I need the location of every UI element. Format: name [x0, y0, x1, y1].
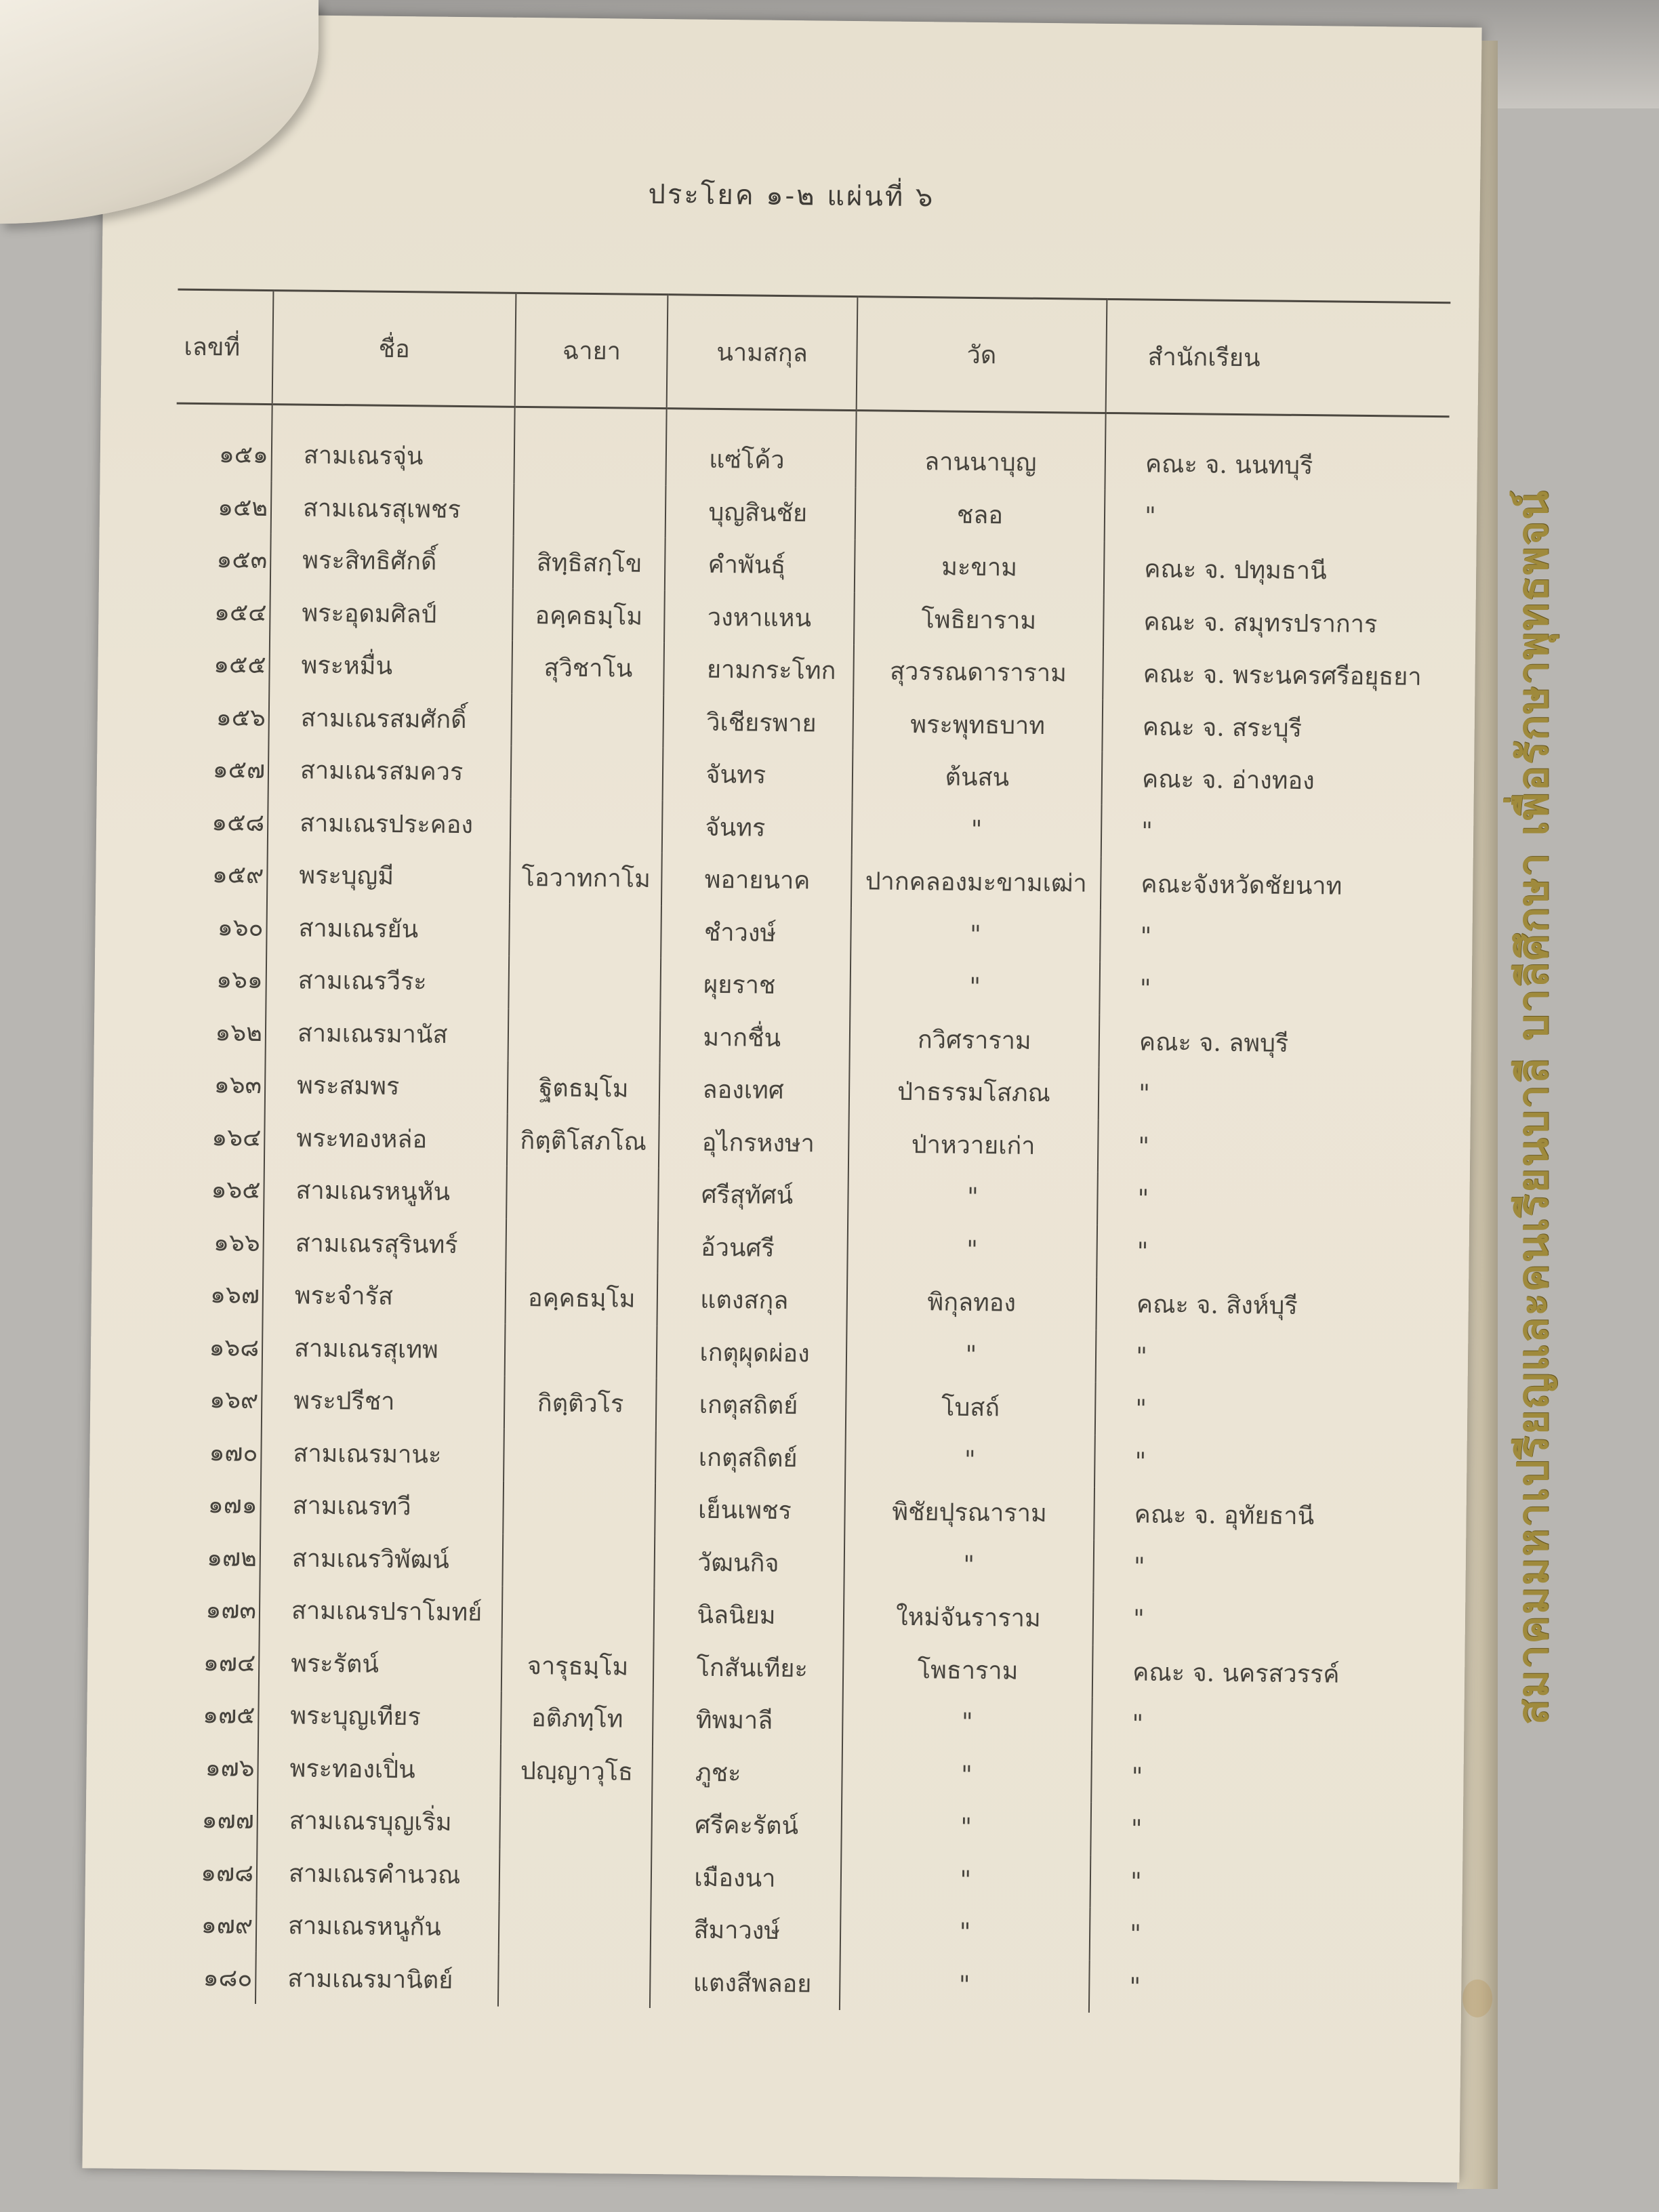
cell-name: สามเณรสุเพชร [271, 481, 514, 536]
cell-alias [514, 483, 666, 537]
cell-school: คณะ จ. นนทบุรี [1105, 413, 1450, 493]
cell-no: ๑๘๐ [203, 1963, 253, 1992]
column-header-name: ชื่อ [272, 291, 516, 407]
cell-name: สามเณรมานัส [266, 1006, 509, 1061]
cell-school: " [1092, 1698, 1436, 1754]
cell-no: ๑๖๖ [213, 1228, 260, 1257]
cell-no: ๑๕๙ [211, 861, 264, 890]
cell-alias: อติภทฺโท [501, 1692, 653, 1746]
cell-no: ๑๗๘ [201, 1858, 254, 1887]
cell-school: " [1097, 1225, 1441, 1281]
cell-alias [498, 1954, 651, 2008]
cell-alias [509, 903, 661, 958]
cell-temple: " [840, 1905, 1090, 1960]
column-header-temple: วัด [856, 297, 1107, 413]
cell-school: " [1093, 1593, 1437, 1649]
cell-surname: ทิพมาลี [653, 1693, 842, 1747]
cell-name: สามเณรสมควร [268, 743, 512, 798]
cell-temple: พิชัยปุรณาราม [844, 1485, 1094, 1540]
cell-no: ๑๕๘ [211, 808, 265, 837]
cell-temple: ป่าธรรมโสภณ [848, 1065, 1099, 1120]
cell-school: คณะ จ. ปทุมธานี [1104, 542, 1448, 598]
cell-school: คณะ จ. สมุทรปราการ [1103, 594, 1448, 651]
cell-surname: จันทร [663, 747, 853, 802]
cell-surname: พอายนาค [661, 853, 851, 907]
cell-surname: อ้วนศรี [658, 1221, 848, 1275]
cell-alias: ฐิตธมฺโม [508, 1061, 660, 1115]
cell-surname: ผุยราช [661, 958, 851, 1012]
cell-surname: ยามกระโทก [664, 642, 854, 697]
cell-alias [502, 1586, 655, 1641]
cell-temple: " [850, 960, 1100, 1015]
cell-no: ๑๖๕ [211, 1176, 261, 1205]
cell-school: คณะ จ. พระนครศรีอยุธยา [1103, 647, 1447, 703]
cell-temple: พระพุทธบาท [853, 697, 1103, 752]
cell-surname: เย็นเพชร [655, 1483, 845, 1537]
cell-name: พระอุดมศิลป์ [270, 586, 513, 641]
cell-alias [505, 1324, 657, 1378]
cell-surname: แตงสีพลอย [650, 1956, 840, 2010]
column-header-school: สำนักเรียน [1106, 299, 1451, 416]
cell-temple: " [851, 907, 1101, 962]
cell-name: สามเณรสุเทพ [262, 1321, 506, 1376]
cell-temple: " [841, 1800, 1091, 1855]
cell-temple: " [851, 802, 1101, 857]
cell-surname: ภูชะ [653, 1746, 842, 1800]
cell-surname: แตงสกุล [657, 1273, 847, 1327]
cell-no: ๑๗๗ [201, 1806, 255, 1835]
cell-no: ๑๗๐ [209, 1438, 258, 1467]
cell-name: สามเณรทวี [260, 1479, 504, 1534]
cell-surname: มากชื่น [660, 1010, 850, 1065]
cell-alias [506, 1166, 659, 1221]
cell-school: คณะ จ. อุทัยธานี [1094, 1488, 1438, 1544]
cell-surname: ศรีสุทัศน์ [659, 1168, 848, 1222]
table-header-row [177, 289, 1451, 417]
cell-name: สามเณรประคอง [268, 796, 511, 851]
cell-school: คณะ จ. อ่างทอง [1102, 752, 1446, 808]
cell-alias [500, 1797, 653, 1851]
cell-temple: โบสถ์ [846, 1380, 1096, 1435]
cell-temple: โพธาราม [842, 1642, 1092, 1697]
cell-surname: อุไกรหงษา [659, 1115, 848, 1170]
cell-alias [511, 746, 663, 800]
page-title: ประโยค ๑-๒ แผ่นที่ ๖ [648, 178, 935, 213]
cell-alias [503, 1534, 655, 1588]
cell-surname: นิลนิยม [654, 1588, 844, 1642]
cell-name: พระปรีชา [262, 1374, 505, 1429]
cell-school: คณะ จ. สิงห์บุรี [1097, 1277, 1441, 1334]
cell-surname: บุญสินชัย [665, 485, 855, 539]
cell-name: สามเณรจุ่น [271, 405, 514, 484]
cell-school: " [1105, 489, 1449, 546]
cell-school: " [1099, 962, 1443, 1019]
cell-alias: สุวิชาโน [512, 641, 665, 695]
cell-school: " [1098, 1120, 1442, 1176]
cell-name: สามเณรยัน [266, 901, 510, 956]
cell-temple: ป่าหวายเก่า [848, 1118, 1099, 1172]
cell-name: สามเณรคำนวณ [257, 1846, 500, 1901]
cell-no: ๑๖๐ [217, 914, 264, 942]
cell-alias [509, 956, 661, 1010]
cell-temple: ใหม่จันราราม [843, 1590, 1093, 1645]
cell-no: ๑๗๕ [203, 1701, 255, 1730]
cell-surname: แซ่โค้ว [666, 409, 856, 487]
cell-alias [499, 1849, 652, 1903]
cell-no: ๑๕๓ [216, 546, 268, 575]
cell-surname: ลองเทศ [659, 1063, 849, 1117]
cell-school: คณะจังหวัดชัยนาท [1101, 857, 1445, 914]
cell-temple: " [848, 1170, 1098, 1225]
cell-no: ๑๕๗ [212, 756, 266, 785]
cell-school: คณะ จ. นครสวรรค์ [1092, 1645, 1437, 1701]
cell-no: ๑๗๙ [201, 1911, 253, 1940]
cell-temple: โพธิยาราม [854, 592, 1104, 647]
cell-temple: พิกุลทอง [846, 1275, 1097, 1330]
cell-alias: จารุธมฺโม [501, 1639, 654, 1693]
cell-name: พระสิทธิศักดิ์ [270, 533, 514, 588]
column-header-no: เลขที่ [177, 289, 274, 404]
cell-temple: " [844, 1537, 1094, 1592]
cell-school: คณะ จ. สระบุรี [1103, 699, 1447, 756]
cell-alias: กิตฺติวโร [504, 1376, 657, 1431]
cell-temple: " [842, 1747, 1092, 1802]
cell-no: ๑๗๓ [205, 1596, 257, 1625]
cell-name: พระรัตน์ [259, 1636, 502, 1691]
cell-alias [514, 407, 667, 485]
cell-temple: มะขาม [854, 539, 1104, 594]
cell-alias: ปญฺญาวุโธ [500, 1744, 653, 1798]
cell-temple: " [847, 1223, 1097, 1277]
cell-surname: เมืองนา [651, 1851, 841, 1905]
cell-school: " [1090, 1855, 1435, 1911]
cell-name: สามเณรปราโมทย์ [260, 1584, 503, 1639]
table-body [160, 403, 1450, 2016]
table-row [176, 403, 1450, 493]
cell-name: พระทองหล่อ [264, 1111, 508, 1166]
cell-temple: ชลอ [855, 487, 1105, 542]
cell-school: " [1101, 804, 1446, 861]
cell-no: ๑๕๒ [218, 493, 268, 522]
cell-temple: ต้นสน [852, 750, 1102, 804]
cell-name: สามเณรวิพัฒน์ [260, 1531, 503, 1586]
document-page [82, 13, 1481, 2182]
cell-surname: ศรีคะรัตน์ [652, 1798, 842, 1852]
cell-alias [499, 1902, 651, 1956]
cell-surname: ชำวงษ์ [661, 905, 851, 960]
cell-school: " [1094, 1435, 1439, 1491]
cell-alias: อคฺคธมฺโม [512, 588, 665, 642]
cell-school: " [1095, 1382, 1439, 1439]
cell-temple: กวิศราราม [849, 1012, 1099, 1067]
cell-no: ๑๖๘ [209, 1333, 260, 1362]
cell-no: ๑๗๖ [205, 1753, 255, 1782]
cell-name: พระบุญเทียร [258, 1689, 501, 1744]
cell-alias [504, 1481, 656, 1536]
cell-no: ๑๗๑ [207, 1491, 258, 1520]
cell-no: ๑๕๕ [213, 651, 266, 680]
cell-temple: " [842, 1695, 1092, 1750]
cell-name: พระจำรัส [263, 1269, 506, 1324]
watermark-text: สมาคมมหาเปรียญและคนเรียนบาลี บาลีศึกษา เพื่อรักษาพุทธพจน์ [1508, 489, 1557, 1725]
cell-alias [506, 1218, 659, 1273]
cell-temple: ลานนาบุญ [855, 411, 1106, 490]
cell-name: สามเณรหนูกัน [256, 1899, 499, 1954]
cell-temple: " [840, 1957, 1090, 2012]
cell-no: ๑๗๔ [203, 1648, 256, 1677]
cell-school: " [1089, 1960, 1433, 2016]
column-header-surname: นามสกุล [667, 295, 857, 411]
cell-surname: วัฒนกิจ [655, 1536, 844, 1590]
cell-school: " [1100, 909, 1444, 966]
cell-surname: คำพันธุ์ [665, 537, 855, 592]
cell-surname: จันทร [662, 800, 852, 855]
cell-name: สามเณรหนูหัน [264, 1164, 507, 1218]
cell-temple: สุวรรณดาราราม [853, 644, 1103, 699]
cell-no: ๑๖๒ [215, 1018, 263, 1047]
cell-no: ๑๖๔ [211, 1123, 262, 1152]
cell-name: สามเณรสุรินทร์ [263, 1216, 506, 1271]
cell-name: สามเณรวีระ [266, 954, 509, 1008]
cell-alias: กิตฺติโสภโณ [507, 1113, 659, 1168]
cell-name: สามเณรสมศักดิ์ [268, 691, 512, 746]
cell-surname: เกตุสถิตย์ [656, 1378, 846, 1432]
cell-school: คณะ จ. ลพบุรี [1099, 1015, 1443, 1071]
cell-surname: เกตุสถิตย์ [655, 1431, 845, 1485]
cell-no: ๑๖๗ [209, 1281, 260, 1310]
cell-school: " [1094, 1540, 1438, 1596]
cell-surname: วงหาแหน [664, 590, 854, 644]
cell-no: ๑๖๙ [209, 1386, 259, 1415]
cell-surname: สีมาวงษ์ [651, 1903, 840, 1957]
cell-alias: สิทฺธิสกฺโข [513, 536, 665, 590]
column-header-alias: ฉายา [515, 293, 668, 408]
cell-surname: เกตุผุดผ่อง [657, 1326, 846, 1380]
cell-no: ๑๕๑ [218, 441, 269, 470]
cell-no: ๑๕๔ [213, 598, 267, 627]
cell-surname: วิเชียรพาย [663, 695, 853, 750]
cell-alias [508, 1008, 661, 1063]
cell-school: " [1091, 1750, 1435, 1806]
cell-no: ๑๖๑ [216, 966, 263, 995]
cell-name: พระสมพร [265, 1059, 508, 1113]
cell-school: " [1090, 1908, 1434, 1964]
student-list-table [160, 289, 1450, 2017]
cell-school: " [1096, 1330, 1440, 1386]
cell-alias [510, 798, 663, 853]
cell-school: " [1090, 1803, 1435, 1859]
cell-alias: อคฺคธมฺโม [506, 1271, 658, 1326]
cell-temple: " [840, 1852, 1090, 1907]
cell-name: สามเณรมานิตย์ [255, 1951, 499, 2006]
cell-temple: ปากคลองมะขามเฒ่า [851, 855, 1101, 909]
cell-temple: " [846, 1328, 1096, 1382]
cell-name: สามเณรบุญเริ่ม [257, 1794, 500, 1849]
cell-temple: " [845, 1433, 1095, 1488]
cell-alias [512, 693, 664, 747]
cell-alias [504, 1429, 656, 1483]
cell-surname: โกสันเทียะ [653, 1641, 843, 1695]
cell-name: สามเณรมานะ [261, 1426, 504, 1481]
cell-school: " [1097, 1172, 1441, 1229]
cell-name: พระหมื่น [269, 638, 512, 693]
cell-alias: โอวาทกาโม [510, 851, 662, 905]
cell-name: พระทองเปิ่น [258, 1741, 501, 1796]
cell-no: ๑๗๒ [206, 1543, 258, 1572]
cell-no: ๑๕๖ [216, 703, 266, 732]
cell-no: ๑๖๓ [213, 1071, 262, 1100]
cell-school: " [1099, 1067, 1443, 1124]
cell-name: พระบุญมี [267, 848, 510, 903]
